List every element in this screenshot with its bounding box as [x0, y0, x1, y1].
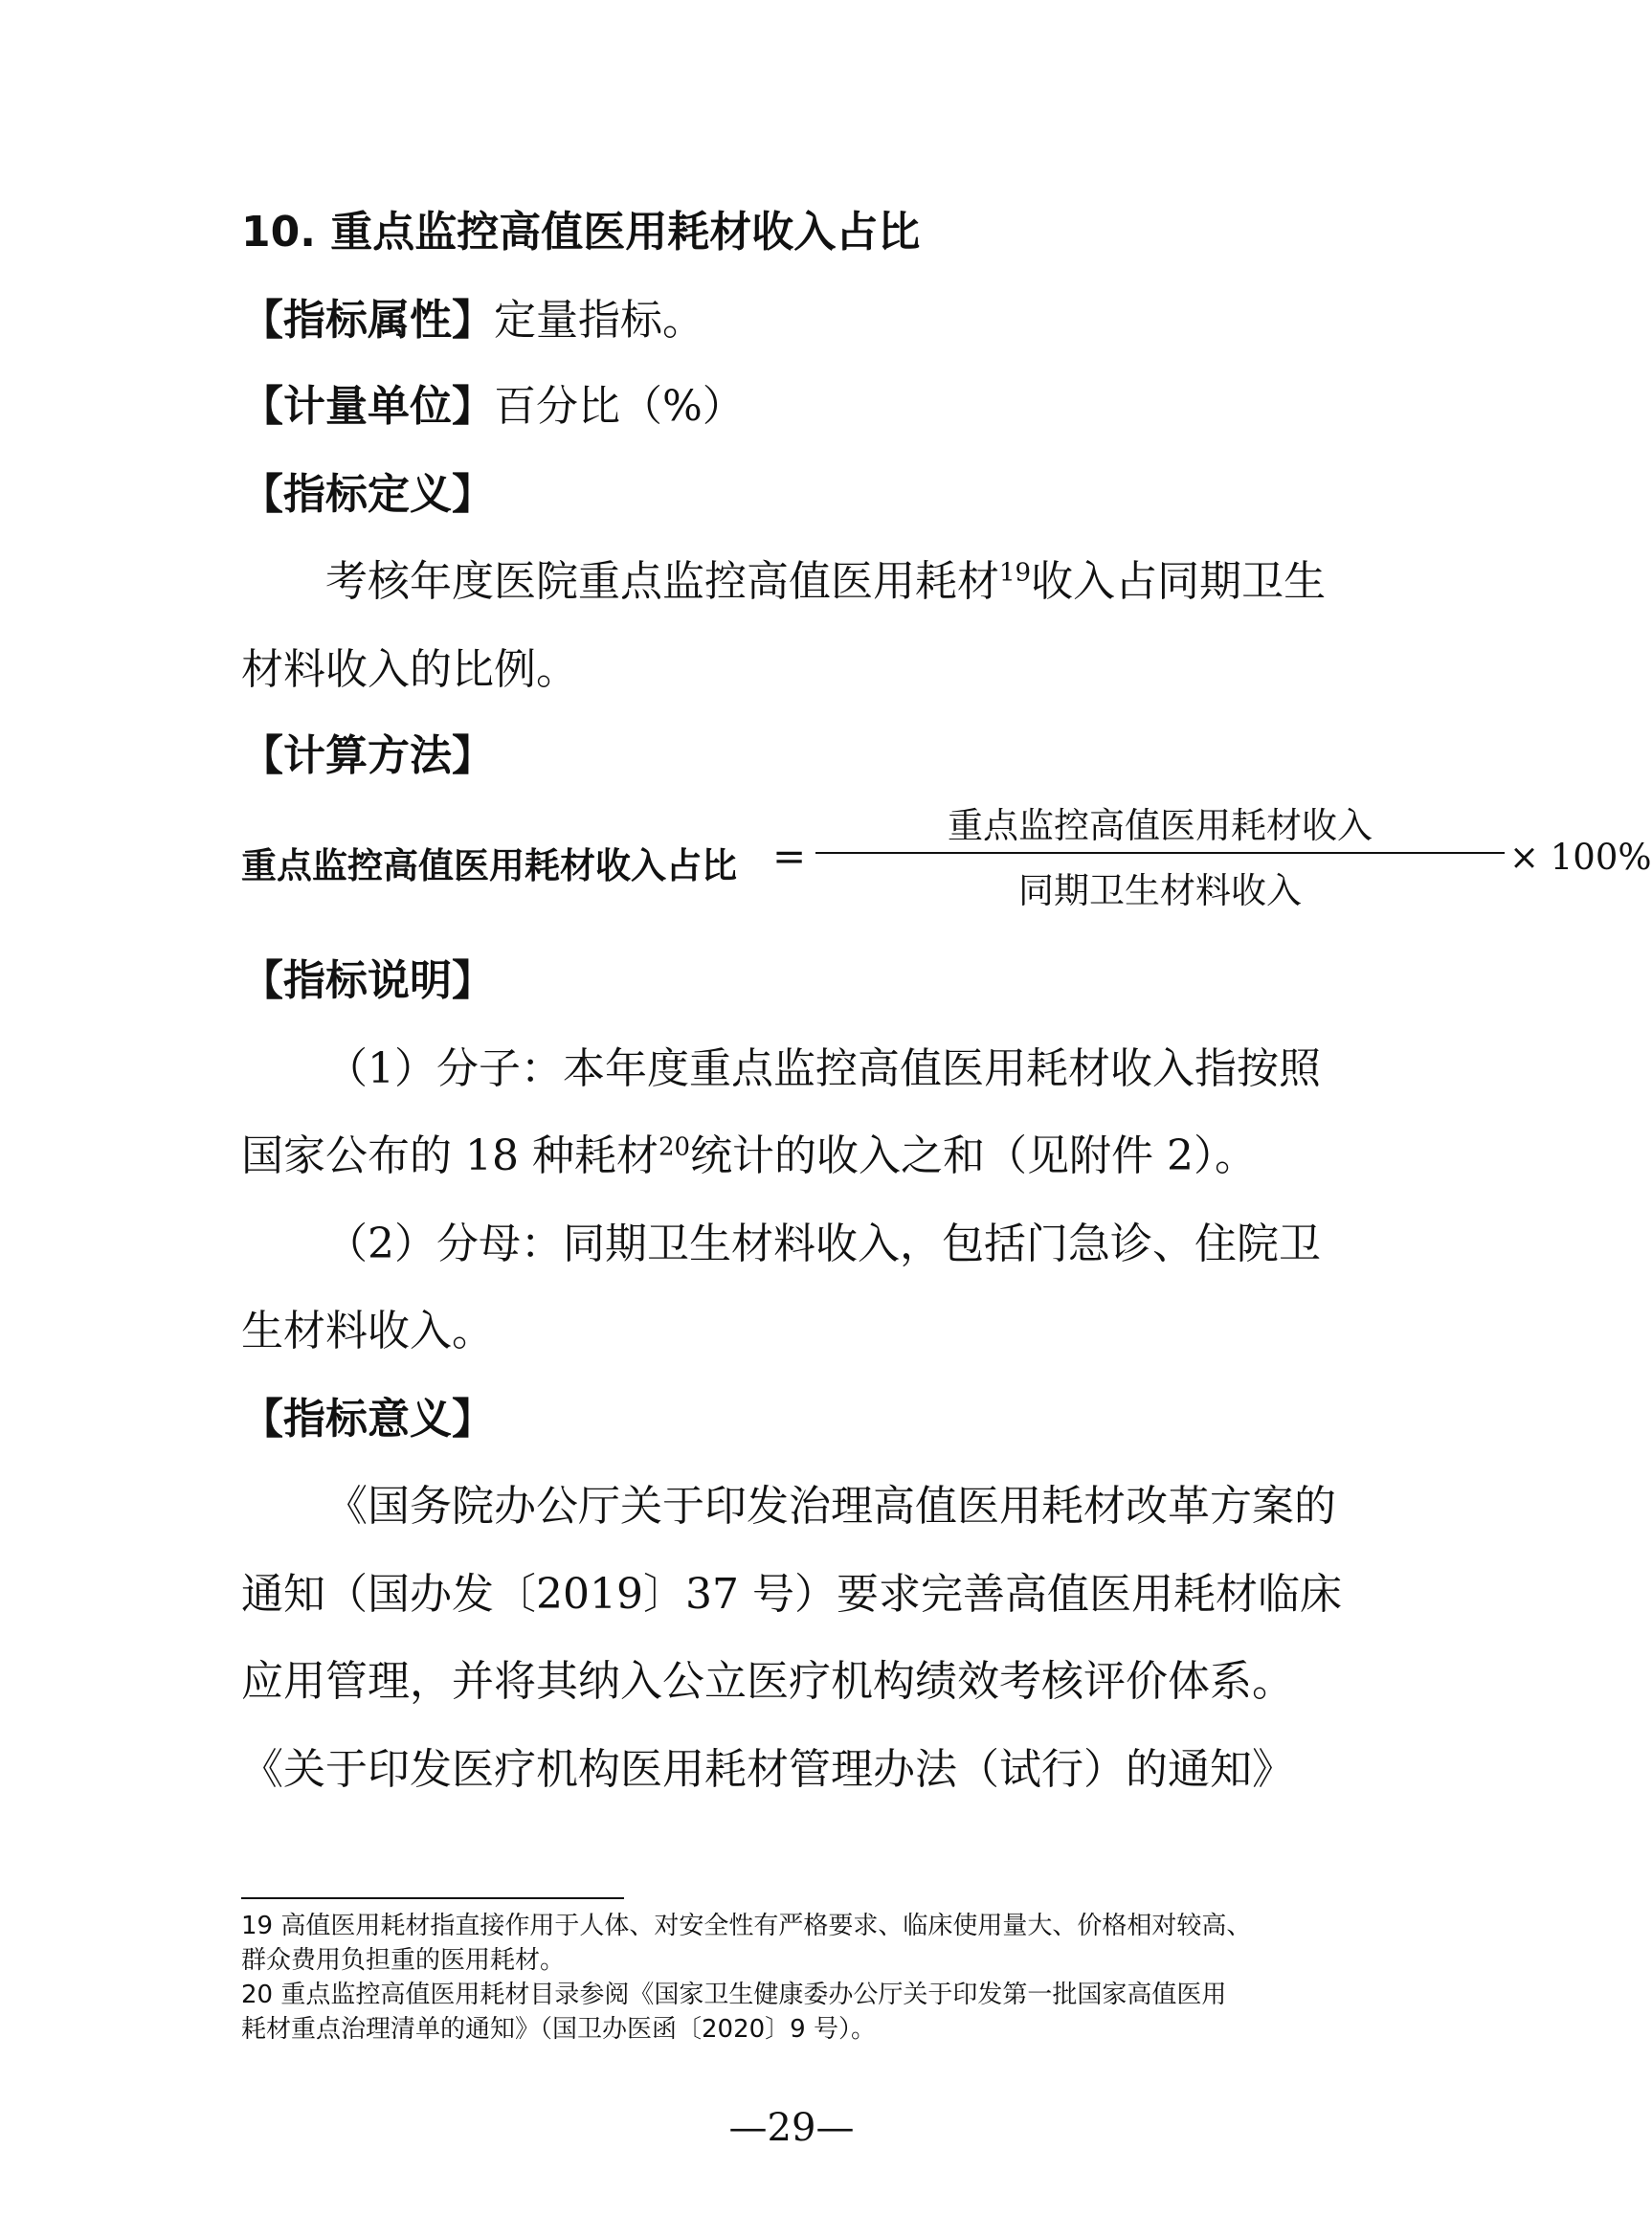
footnote-separator: [241, 1897, 624, 1899]
calculation-formula: [241, 796, 1652, 921]
section-heading: 10. 重点监控高值医用耗材收入占比: [241, 208, 921, 257]
unit-value: 百分比（%）: [494, 382, 745, 431]
attribute-value: 定量指标。: [494, 296, 704, 345]
unit-label: 【计量单位】: [241, 382, 494, 431]
significance-line-4: 《关于印发医疗机构医用耗材管理办法（试行）的通知》: [241, 1745, 1294, 1794]
significance-label: 【指标意义】: [241, 1395, 494, 1444]
attribute-row: [241, 297, 704, 346]
calculation-label: 【计算方法】: [241, 731, 494, 780]
formula-denominator: 同期卫生材料收入: [1018, 870, 1302, 911]
significance-line-1: 《国务院办公厅关于印发治理高值医用耗材改革方案的: [325, 1482, 1336, 1531]
unit-row: [241, 383, 745, 432]
formula-fraction-bar: [815, 852, 1505, 854]
explanation-item1-line1: （1）分子：本年度重点监控高值医用耗材收入指按照: [325, 1044, 1321, 1093]
footnote-19-line-1: 19 高值医用耗材指直接作用于人体、对安全性有严格要求、临床使用量大、价格相对较高、: [241, 1912, 1252, 1940]
footnote-ref-20[interactable]: 20: [658, 1132, 691, 1162]
explanation-label: 【指标说明】: [241, 956, 494, 1005]
definition-text-b: 收入占同期卫生: [1031, 557, 1327, 606]
footnote-ref-19[interactable]: 19: [999, 558, 1032, 588]
footnote-20-line-1: 20 重点监控高值医用耗材目录参阅《国家卫生健康委办公厅关于印发第一批国家高值医用: [241, 1981, 1227, 2009]
explanation-item2-line2: 生材料收入。: [241, 1307, 494, 1355]
explanation-text-a: 国家公布的 18 种耗材: [241, 1131, 659, 1180]
footnote-19-line-2: 群众费用负担重的医用耗材。: [241, 1946, 566, 1975]
explanation-text-b: 统计的收入之和（见附件 2）。: [690, 1131, 1258, 1180]
definition-line-1: [325, 558, 1326, 607]
page-number: —29—: [728, 2106, 855, 2150]
significance-line-3: 应用管理，并将其纳入公立医疗机构绩效考核评价体系。: [241, 1657, 1294, 1706]
formula-numerator: 重点监控高值医用耗材收入: [948, 805, 1373, 846]
explanation-item1-line2: [241, 1132, 1257, 1181]
formula-equals: =: [772, 833, 807, 880]
footnote-20-line-2: 耗材重点治理清单的通知》（国卫办医函〔2020〕9 号）。: [241, 2015, 876, 2044]
definition-line-2: 材料收入的比例。: [241, 645, 578, 694]
definition-text-a: 考核年度医院重点监控高值医用耗材: [325, 557, 999, 606]
significance-line-2: 通知（国办发〔2019〕37 号）要求完善高值医用耗材临床: [241, 1570, 1342, 1619]
formula-multiplier: × 100%: [1509, 837, 1652, 878]
formula-left-side: 重点监控高值医用耗材收入占比: [241, 845, 737, 886]
definition-label: 【指标定义】: [241, 470, 494, 519]
attribute-label: 【指标属性】: [241, 296, 494, 345]
explanation-item2-line1: （2）分母：同期卫生材料收入，包括门急诊、住院卫: [325, 1220, 1321, 1268]
